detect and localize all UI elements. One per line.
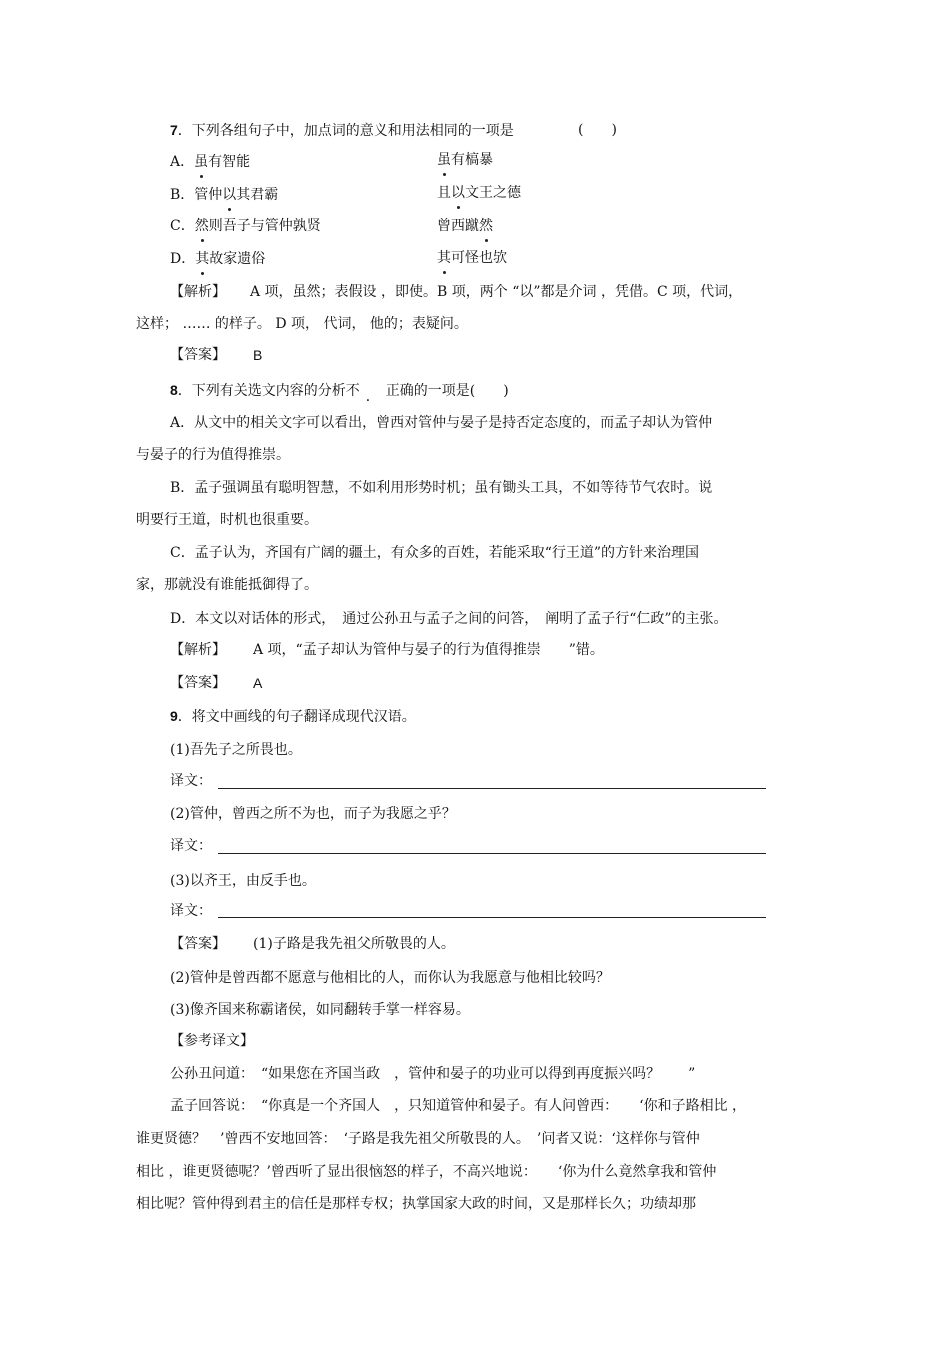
- q8-option-c-line1: C．孟子认为，齐国有广阔的疆土，有众多的百姓，若能采取“行王道”的方针来治理国: [170, 545, 700, 561]
- q8-analysis: A 项，“孟子却认为管仲与晏子的行为值得推崇 ”错。: [253, 642, 604, 658]
- q9-answer-tag: 【答案】: [170, 936, 226, 952]
- q8-option-a-line2: 与晏子的行为值得推崇。: [136, 447, 290, 463]
- q7-option-b-left: B．管仲以其君霸: [170, 187, 279, 203]
- q8-option-d: D．本文以对话体的形式， 通过公孙丑与孟子之间的问答， 阐明了孟子行“仁政”的主张。: [170, 611, 728, 627]
- q9-sentence-2: (2)管仲，曾西之所不为也，而子为我愿之乎？: [170, 806, 456, 822]
- q9-sentence-1: (1)吾先子之所畏也。: [170, 742, 302, 758]
- q8-option-b-line1: B．孟子强调虽有聪明智慧，不如利用形势时机；虽有锄头工具，不如等待节气农时。说: [170, 480, 713, 496]
- q7-option-c-right: 曾西蹴然: [437, 218, 493, 234]
- q9-translation-label-1: 译文：: [170, 773, 212, 789]
- q7-answer-tag: 【答案】: [170, 347, 226, 363]
- q9-translation-line-3[interactable]: [218, 917, 766, 918]
- q7-option-a-right: 虽有槁暴: [437, 152, 493, 168]
- q7-analysis-line2: 这样； …… 的样子。 D 项， 代词， 他的；表疑问。: [136, 316, 468, 332]
- q7-stem: 7．下列各组句子中，加点词的意义和用法相同的一项是: [170, 122, 514, 139]
- q9-answer-2: (2)管仲是曾西都不愿意与他相比的人，而你认为我愿意与他相比较吗？: [170, 970, 610, 986]
- q9-translation-line-2[interactable]: [218, 853, 766, 854]
- q9-translation-line-1[interactable]: [218, 788, 766, 789]
- q7-option-d-right: 其可怪也欤: [437, 250, 507, 266]
- q9-sentence-3: (3)以齐王，由反手也。: [170, 873, 316, 889]
- q7-option-c-left: C．然则吾子与管仲孰贤: [170, 218, 321, 234]
- reference-paragraph-2-line-2: 谁更贤德？ ’曾西不安地回答： ‘子路是我先祖父所敬畏的人。 ’问者又说：‘这样你与管仲: [136, 1131, 700, 1147]
- q7-option-b-right: 且以文王之德: [437, 185, 521, 201]
- q9-answer-1: (1)子路是我先祖父所敬畏的人。: [253, 936, 455, 952]
- q8-option-a-line1: A．从文中的相关文字可以看出，曾西对管仲与晏子是持否定态度的，而孟子却认为管仲: [170, 415, 713, 431]
- q9-answer-3: (3)像齐国来称霸诸侯，如同翻转手掌一样容易。: [170, 1002, 470, 1018]
- q8-option-c-line2: 家，那就没有谁能抵御得了。: [136, 577, 318, 593]
- q8-option-b-line2: 明要行王道，时机也很重要。: [136, 512, 318, 528]
- q8-analysis-tag: 【解析】: [170, 642, 226, 658]
- q9-translation-label-2: 译文：: [170, 838, 212, 854]
- q7-answer-paren: ( ): [578, 122, 617, 138]
- reference-paragraph-2-line-1: 孟子回答说： “你真是一个齐国人 ，只知道管仲和晏子。有人问曾西： ‘你和子路相比 ，: [170, 1098, 747, 1114]
- reference-paragraph-1: 公孙丑问道： “如果您在齐国当政 ，管仲和晏子的功业可以得到再度振兴吗？ ”: [170, 1066, 696, 1082]
- q9-translation-label-3: 译文：: [170, 903, 212, 919]
- q9-stem: 9．将文中画线的句子翻译成现代汉语。: [170, 708, 416, 725]
- q7-answer: B: [253, 347, 263, 363]
- reference-translation-tag: 【参考译文】: [170, 1033, 254, 1049]
- q7-option-d-left: D．其故家遗俗: [170, 251, 266, 267]
- q8-answer: A: [253, 675, 263, 691]
- q8-stem: 8．下列有关选文内容的分析不 ． 正确的一项是( ): [170, 382, 509, 405]
- q7-analysis-tag: 【解析】: [170, 284, 226, 300]
- q8-answer-tag: 【答案】: [170, 675, 226, 691]
- q7-analysis-line1: A 项，虽然；表假设 ，即使。B 项，两个 “以”都是介词 ，凭借。C 项，代词，: [250, 284, 743, 300]
- q7-option-a-left: A．虽有智能: [170, 154, 251, 170]
- reference-paragraph-2-line-3: 相比 ，谁更贤德呢？’曾西听了显出很恼怒的样子，不高兴地说： ‘你为什么竟然拿我和管仲: [136, 1164, 717, 1180]
- reference-paragraph-2-line-4: 相比呢？管仲得到君主的信任是那样专权；执掌国家大政的时间，又是那样长久；功绩却那: [136, 1196, 696, 1212]
